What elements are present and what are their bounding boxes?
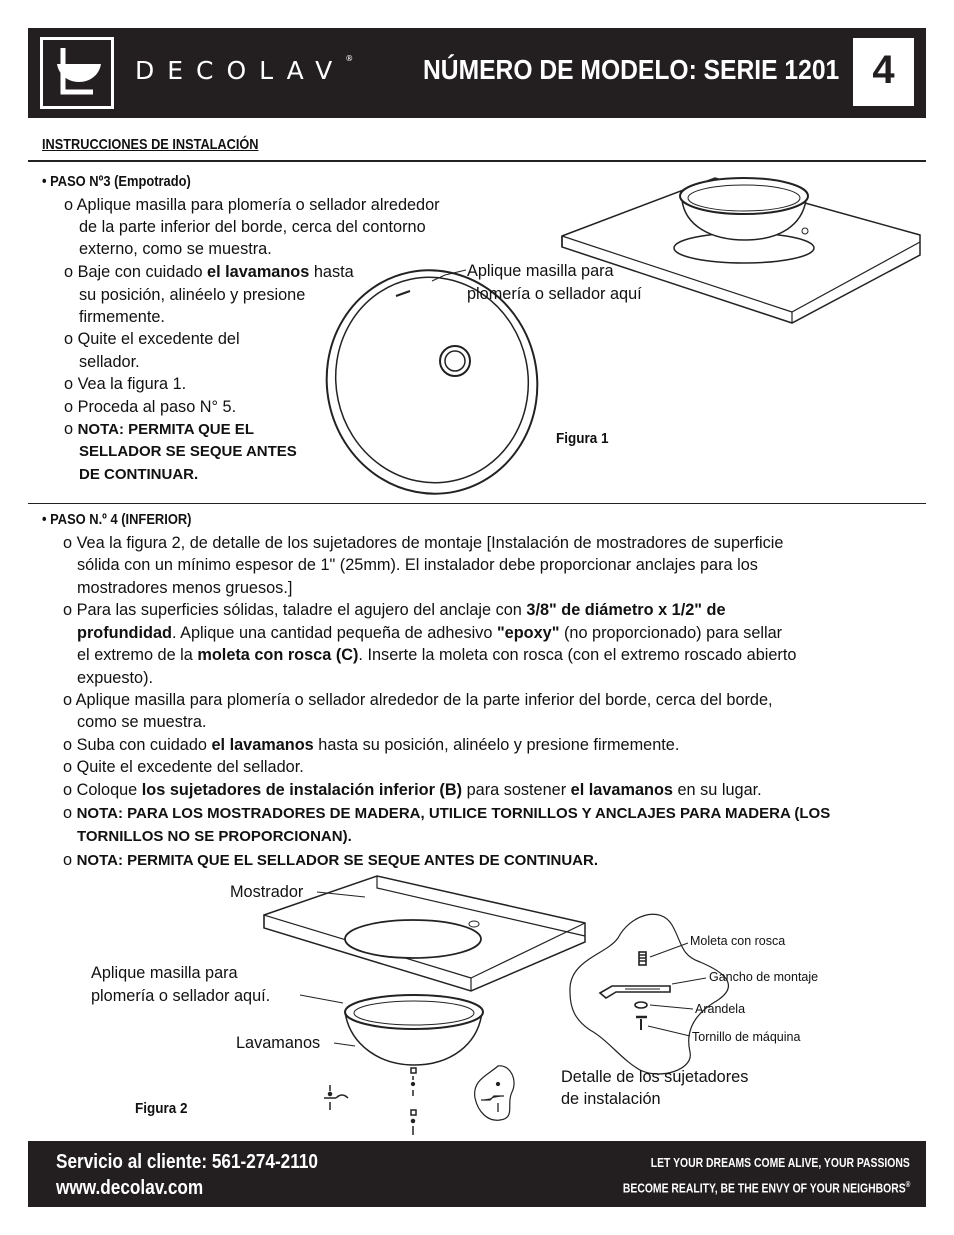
label-basin: Lavamanos: [236, 1034, 321, 1052]
slogan-line: LET YOUR DREAMS COME ALIVE, YOUR PASSIONS: [650, 1155, 910, 1170]
figure2-label: Figura 2: [135, 1100, 188, 1117]
label-sealant: plomería o sellador aquí.: [91, 987, 271, 1005]
step4-line: sólida con un mínimo espesor de 1" (25mm). El instalador debe proporcionar anclajes para los: [77, 556, 758, 574]
step3-line: de la parte inferior del borde, cerca del contorno: [79, 218, 426, 236]
page-number: 4: [872, 48, 895, 92]
brand-name: DECOLAV®: [135, 54, 354, 85]
figure1-label: Figura 1: [556, 430, 609, 447]
step3-heading: • PASO Nº3 (Empotrado): [42, 173, 191, 190]
step3-note: o NOTA: PERMITA QUE EL: [64, 420, 254, 438]
figure1-callout: Aplique masilla para: [467, 262, 614, 280]
step4-note: TORNILLOS NO SE PROPORCIONAN).: [77, 828, 352, 845]
step4-line: o Suba con cuidado el lavamanos hasta su posición, alinéelo y presione firmemente.: [63, 736, 680, 754]
slogan-line: BECOME REALITY, BE THE ENVY OF YOUR NEIGHBORS®: [622, 1180, 910, 1196]
step3-line: firmemente.: [79, 308, 165, 326]
detail-title: de instalación: [561, 1090, 661, 1108]
part-label: Gancho de montaje: [709, 970, 819, 984]
step3-line: o Baje con cuidado el lavamanos hasta: [64, 263, 354, 281]
step3-line: o Vea la figura 1.: [64, 375, 187, 393]
page-footer: [28, 1141, 926, 1207]
step3-note: DE CONTINUAR.: [79, 466, 199, 483]
step3-note: SELLADOR SE SEQUE ANTES: [79, 443, 297, 460]
step4-line: o Aplique masilla para plomería o sellador alrededor de la parte inferior del borde, cerca del borde,: [63, 691, 773, 709]
step4-line: o Coloque los sujetadores de instalación inferior (B) para sostener el lavamanos en su lugar.: [63, 781, 762, 799]
step4-heading: • PASO N.º 4 (INFERIOR): [42, 511, 192, 528]
part-label: Arandela: [695, 1002, 746, 1016]
label-countertop: Mostrador: [230, 883, 304, 901]
step4-line: o Vea la figura 2, de detalle de los sujetadores de montaje [Instalación de mostradores de superficie: [63, 534, 784, 552]
step4-line: o Para las superficies sólidas, taladre el agujero del anclaje con 3/8" de diámetro x 1/2" de: [63, 601, 726, 619]
step4-note: o NOTA: PERMITA QUE EL SELLADOR SE SEQUE ANTES DE CONTINUAR.: [63, 851, 599, 869]
step3-line: o Proceda al paso N° 5.: [64, 398, 237, 416]
step3-line: su posición, alinéelo y presione: [79, 286, 306, 304]
section-title: INSTRUCCIONES DE INSTALACIÓN: [42, 136, 259, 153]
website-link[interactable]: www.decolav.com: [56, 1177, 204, 1199]
step4-line: profundidad. Aplique una cantidad pequeña de adhesivo "epoxy" (no proporcionado) para sellar: [77, 624, 783, 642]
label-sealant: Aplique masilla para: [91, 964, 238, 982]
part-label: Tornillo de máquina: [692, 1030, 801, 1044]
step3-line: o Quite el excedente del: [64, 330, 240, 348]
step4-note: o NOTA: PARA LOS MOSTRADORES DE MADERA, UTILICE TORNILLOS Y ANCLAJES PARA MADERA (LOS: [63, 804, 831, 822]
figure1-callout: plomería o sellador aquí: [467, 285, 642, 303]
step4-line: expuesto).: [77, 669, 154, 687]
step4-line: el extremo de la moleta con rosca (C). Inserte la moleta con rosca (con el extremo roscado abierto: [77, 646, 797, 664]
detail-title: Detalle de los sujetadores: [561, 1068, 749, 1086]
customer-service-phone: Servicio al cliente: 561-274-2110: [56, 1151, 318, 1173]
part-label: Moleta con rosca: [690, 934, 786, 948]
step4-line: mostradores menos gruesos.]: [77, 579, 293, 597]
step4-line: como se muestra.: [77, 713, 207, 731]
step3-line: o Aplique masilla para plomería o sellador alrededor: [64, 196, 440, 214]
step3-line: externo, como se muestra.: [79, 240, 272, 258]
step4-line: o Quite el excedente del sellador.: [63, 758, 304, 776]
model-title: NÚMERO DE MODELO: SERIE 1201: [423, 54, 840, 85]
step3-line: sellador.: [79, 353, 140, 371]
